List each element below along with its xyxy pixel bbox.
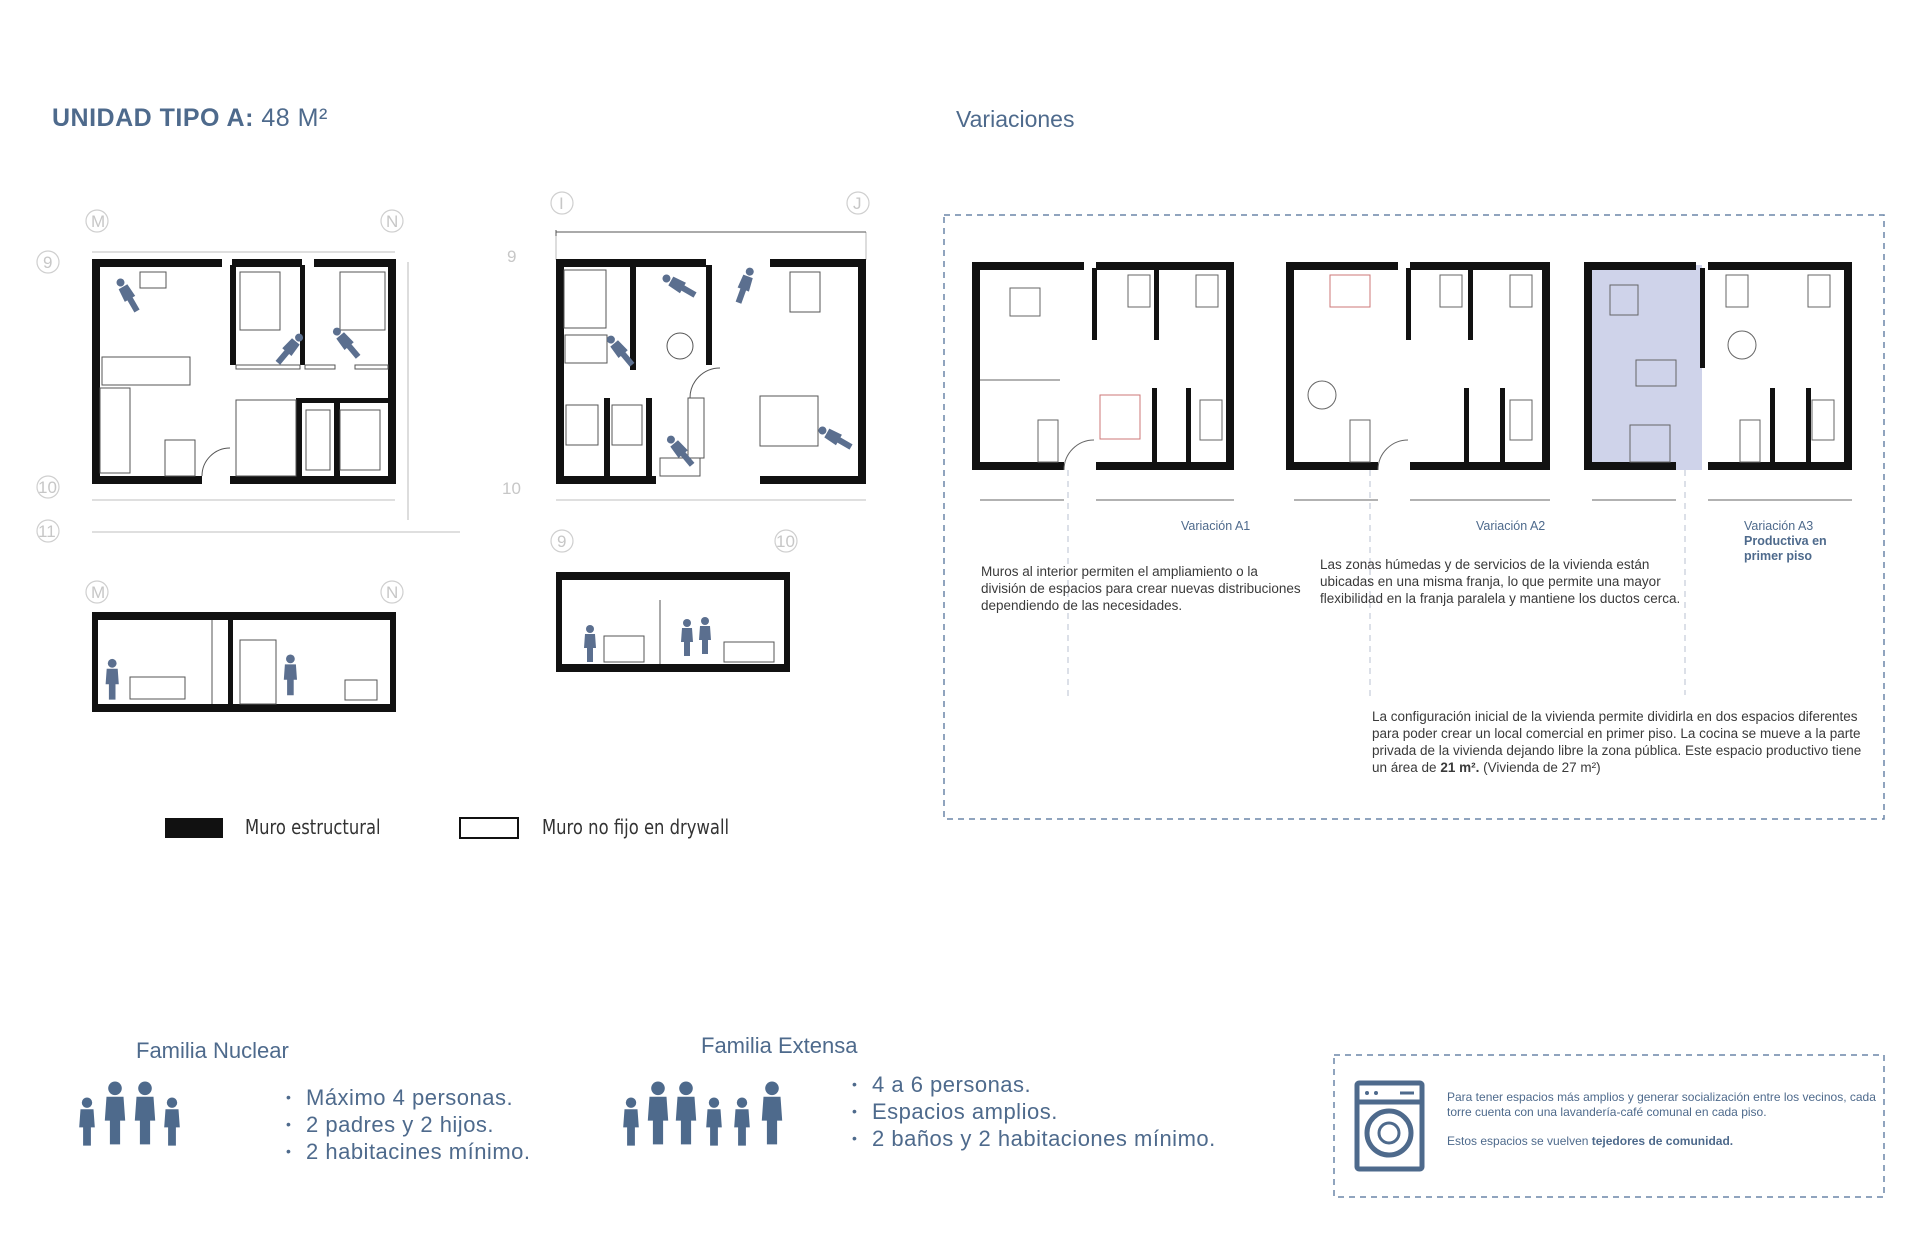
variation-a3-label: Variación A3 bbox=[1744, 519, 1814, 533]
legend-drywall-swatch bbox=[460, 818, 518, 838]
variation-a3-description bbox=[1372, 708, 1862, 776]
axis-label: 9 bbox=[557, 532, 567, 551]
productive-area-highlight bbox=[1588, 265, 1702, 470]
family-nuclear-title: Familia Nuclear bbox=[136, 1038, 289, 1063]
unit-title-area: 48 M² bbox=[261, 104, 328, 132]
variation-a1-label: Variación A1 bbox=[1181, 519, 1251, 533]
section-2 bbox=[551, 530, 797, 672]
laundry-note-prefix: Estos espacios se vuelven bbox=[1447, 1134, 1592, 1148]
family-extensa-icon bbox=[623, 1082, 782, 1146]
variation-a1-description: Muros al interior permiten el ampliamiento o la división de espacios para crear nuevas distribuciones dependiendo de las necesidades. bbox=[981, 564, 1301, 613]
laundry-description: Para tener espacios más amplios y generar socialización entre los vecinos, cada torre cuenta con una lavandería-café comunal en cada piso. bbox=[1447, 1090, 1876, 1119]
axis-label: 11 bbox=[38, 522, 56, 541]
family-nuclear-list bbox=[306, 1084, 531, 1165]
axis-label: M bbox=[91, 212, 106, 231]
family-extensa-list bbox=[872, 1071, 1216, 1152]
axis-label: 10 bbox=[776, 532, 795, 551]
axis-label: 9 bbox=[43, 253, 53, 272]
laundry-note bbox=[1447, 1134, 1877, 1149]
list-item: • 2 padres y 2 hijos. bbox=[306, 1111, 531, 1138]
variation-a3-desc-suffix: (Vivienda de 27 m²) bbox=[1479, 760, 1601, 775]
variations-title: Variaciones bbox=[956, 106, 1075, 132]
axis-label: M bbox=[91, 583, 106, 602]
legend-drywall-label: Muro no fijo en drywall bbox=[542, 815, 730, 839]
variation-a2-label: Variación A2 bbox=[1476, 519, 1546, 533]
list-item: • Máximo 4 personas. bbox=[306, 1084, 531, 1111]
axis-label: N bbox=[386, 583, 399, 602]
legend-structural-swatch bbox=[165, 818, 223, 838]
variation-a2-description: Las zonas húmedas y de servicios de la vivienda están ubicadas en una misma franja, lo que permite una mayor flexibilidad en la franja paralela y mantiene los ductos cerca. bbox=[1320, 557, 1681, 606]
axis-label: 10 bbox=[502, 479, 521, 498]
list-item: • 4 a 6 personas. bbox=[872, 1071, 1216, 1098]
list-item: • 2 habitacines mínimo. bbox=[306, 1138, 531, 1165]
floor-plan-1 bbox=[37, 210, 460, 542]
family-extensa-title: Familia Extensa bbox=[701, 1033, 858, 1058]
floor-plan-2 bbox=[502, 192, 869, 500]
legend-structural-label: Muro estructural bbox=[245, 815, 381, 839]
variation-a2-plan bbox=[1286, 262, 1550, 500]
unit-title-bold: UNIDAD TIPO A: bbox=[52, 104, 254, 132]
list-item: • Espacios amplios. bbox=[872, 1098, 1216, 1125]
laundry-frame bbox=[1334, 1055, 1884, 1197]
axis-label: J bbox=[853, 194, 862, 213]
laundry-note-bold: tejedores de comunidad. bbox=[1591, 1134, 1734, 1148]
axis-label: 9 bbox=[507, 247, 517, 266]
axis-label: I bbox=[559, 194, 564, 213]
laundry-machine-icon bbox=[1357, 1083, 1422, 1169]
list-item: • 2 baños y 2 habitaciones mínimo. bbox=[872, 1125, 1216, 1152]
axis-label: 10 bbox=[38, 478, 57, 497]
axis-label: N bbox=[386, 212, 399, 231]
variation-a3-desc-text: La configuración inicial de la vivienda permite dividirla en dos espacios diferentes para poder crear un local comercial en primer piso. La cocina se mueve a la parte privada de la vivienda dejando libre la zona pública. Este espacio productivo tiene un área de bbox=[1372, 709, 1862, 775]
variation-a3-desc-area: 21 m². bbox=[1440, 760, 1480, 775]
variation-a3-sublabel: Productiva en primer piso bbox=[1744, 534, 1827, 563]
variation-a3-plan bbox=[1584, 262, 1852, 500]
section-1 bbox=[86, 581, 403, 712]
variation-a1-plan bbox=[972, 262, 1234, 500]
family-nuclear-icon bbox=[79, 1082, 180, 1146]
